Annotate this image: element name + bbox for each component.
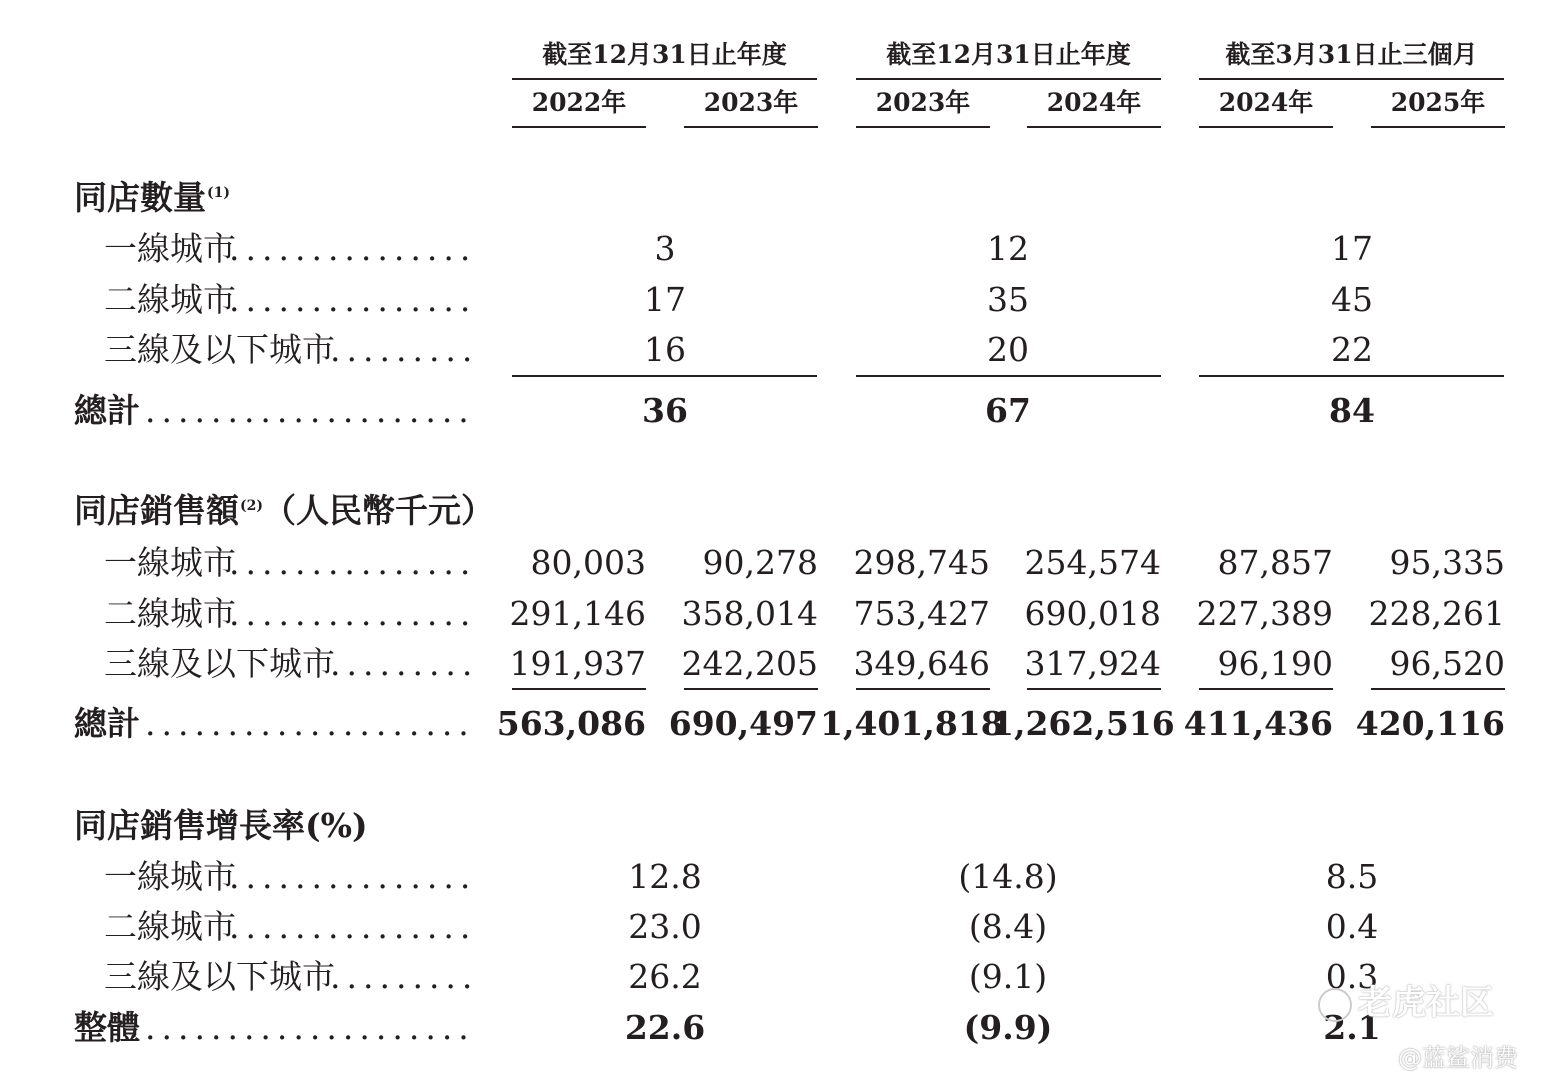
cell-value: (8.4) — [968, 907, 1048, 946]
year-rule — [1371, 126, 1505, 128]
cell-value: 23.0 — [628, 907, 702, 946]
cell-value: 227,389 — [1196, 594, 1333, 633]
total-value: 690,497 — [668, 704, 818, 743]
row-label: 二線城市 — [104, 594, 236, 633]
subtotal-rule — [1027, 688, 1161, 690]
leader-dots: ............... — [229, 280, 477, 319]
cell-value: 26.2 — [628, 957, 702, 996]
leader-dots: .................... — [145, 1008, 475, 1047]
section-title: 同店銷售增長率(%) — [74, 806, 368, 845]
cell-value: 242,205 — [681, 644, 818, 683]
leader-dots: ............... — [229, 907, 477, 946]
year-header: 2024年 — [1046, 88, 1142, 117]
row-label: 三線及以下城市 — [104, 330, 335, 369]
total-value: 411,436 — [1183, 704, 1333, 743]
cell-value: 358,014 — [681, 594, 818, 633]
cell-value: 96,520 — [1389, 644, 1505, 683]
total-value: 420,116 — [1355, 704, 1505, 743]
header-rule — [856, 78, 1161, 80]
total-value: 36 — [642, 391, 688, 430]
header-rule — [512, 78, 817, 80]
year-rule — [856, 126, 990, 128]
row-label: 三線及以下城市 — [104, 957, 335, 996]
section-title: 同店數量$^{(1)}$ — [74, 178, 230, 217]
row-label: 二線城市 — [104, 280, 236, 319]
period-header-2: 截至12月31日止年度 — [886, 40, 1131, 69]
row-label: 二線城市 — [104, 907, 236, 946]
cell-value: 35 — [987, 280, 1029, 319]
cell-value: 45 — [1331, 280, 1373, 319]
leader-dots: ............... — [229, 543, 477, 582]
cell-value: 17 — [644, 280, 686, 319]
cell-value: 254,574 — [1024, 543, 1161, 582]
leader-dots: ............... — [229, 857, 477, 896]
leader-dots: ......... — [330, 644, 479, 683]
subtotal-rule — [856, 688, 990, 690]
row-label: 一線城市 — [104, 543, 236, 582]
cell-value: (14.8) — [958, 857, 1058, 896]
row-label: 總計 — [74, 704, 140, 743]
cell-value: 349,646 — [853, 644, 990, 683]
leader-dots: ......... — [330, 957, 479, 996]
year-rule — [684, 126, 818, 128]
subtotal-rule — [1371, 688, 1505, 690]
total-row — [0, 1008, 475, 1051]
table-row — [0, 857, 477, 900]
total-value: 84 — [1329, 391, 1375, 430]
cell-value: 17 — [1331, 229, 1373, 268]
cell-value: 191,937 — [509, 644, 646, 683]
subtotal-rule — [684, 688, 818, 690]
table-row — [0, 330, 479, 373]
header-rule — [1199, 78, 1504, 80]
table-row — [0, 907, 477, 950]
cell-value: 690,018 — [1024, 594, 1161, 633]
cell-value: 80,003 — [530, 543, 646, 582]
total-value: 2.1 — [1323, 1008, 1381, 1047]
table-row — [0, 229, 477, 272]
leader-dots: .................... — [145, 704, 475, 743]
subtotal-rule — [856, 375, 1161, 377]
year-rule — [512, 126, 646, 128]
total-row — [0, 704, 475, 747]
table-row — [0, 543, 477, 586]
year-header: 2025年 — [1390, 88, 1486, 117]
year-rule — [1027, 126, 1161, 128]
cell-value: 0.3 — [1325, 957, 1379, 996]
cell-value: 22 — [1331, 330, 1373, 369]
table-row — [0, 957, 479, 1000]
year-header: 2023年 — [875, 88, 971, 117]
cell-value: 0.4 — [1325, 907, 1379, 946]
watermark-logo-icon — [1318, 988, 1352, 1022]
cell-value: 753,427 — [853, 594, 990, 633]
cell-value: (9.1) — [968, 957, 1048, 996]
year-header: 2022年 — [531, 88, 627, 117]
cell-value: 96,190 — [1217, 644, 1333, 683]
cell-value: 3 — [654, 229, 676, 268]
total-value: 1,401,818 — [820, 704, 1004, 743]
row-label: 三線及以下城市 — [104, 644, 335, 683]
row-label: 一線城市 — [104, 229, 236, 268]
table-row — [0, 644, 479, 687]
leader-dots: ............... — [229, 594, 477, 633]
total-value: 1,262,516 — [991, 704, 1175, 743]
cell-value: 95,335 — [1389, 543, 1505, 582]
subtotal-rule — [1199, 375, 1504, 377]
year-header: 2024年 — [1218, 88, 1314, 117]
total-value: 22.6 — [624, 1008, 706, 1047]
cell-value: 12.8 — [628, 857, 702, 896]
period-header-3: 截至3月31日止三個月 — [1225, 40, 1478, 69]
cell-value: 317,924 — [1024, 644, 1161, 683]
cell-value: 8.5 — [1325, 857, 1379, 896]
total-value: 563,086 — [496, 704, 646, 743]
subtotal-rule — [1199, 688, 1333, 690]
row-label: 整體 — [74, 1008, 140, 1047]
year-header: 2023年 — [703, 88, 799, 117]
cell-value: 298,745 — [853, 543, 990, 582]
total-value: (9.9) — [963, 1008, 1053, 1047]
leader-dots: ............... — [229, 229, 477, 268]
watermark-handle: @蓝鲨消费 — [1398, 1044, 1518, 1072]
cell-value: 228,261 — [1368, 594, 1505, 633]
row-label: 一線城市 — [104, 857, 236, 896]
subtotal-rule — [512, 688, 646, 690]
total-value: 67 — [985, 391, 1031, 430]
subtotal-rule — [512, 375, 817, 377]
leader-dots: .................... — [145, 391, 475, 430]
cell-value: 12 — [987, 229, 1029, 268]
cell-value: 20 — [987, 330, 1029, 369]
period-header-1: 截至12月31日止年度 — [542, 40, 787, 69]
section-title: 同店銷售額$^{(2)}$（人民幣千元） — [74, 491, 494, 530]
watermark-brand: 老虎社区 — [1318, 975, 1494, 1024]
row-label: 總計 — [74, 391, 140, 430]
cell-value: 90,278 — [702, 543, 818, 582]
leader-dots: ......... — [330, 330, 479, 369]
table-row — [0, 280, 477, 323]
cell-value: 291,146 — [509, 594, 646, 633]
cell-value: 87,857 — [1217, 543, 1333, 582]
year-rule — [1199, 126, 1333, 128]
total-row — [0, 391, 475, 434]
cell-value: 16 — [644, 330, 686, 369]
table-row — [0, 594, 477, 637]
